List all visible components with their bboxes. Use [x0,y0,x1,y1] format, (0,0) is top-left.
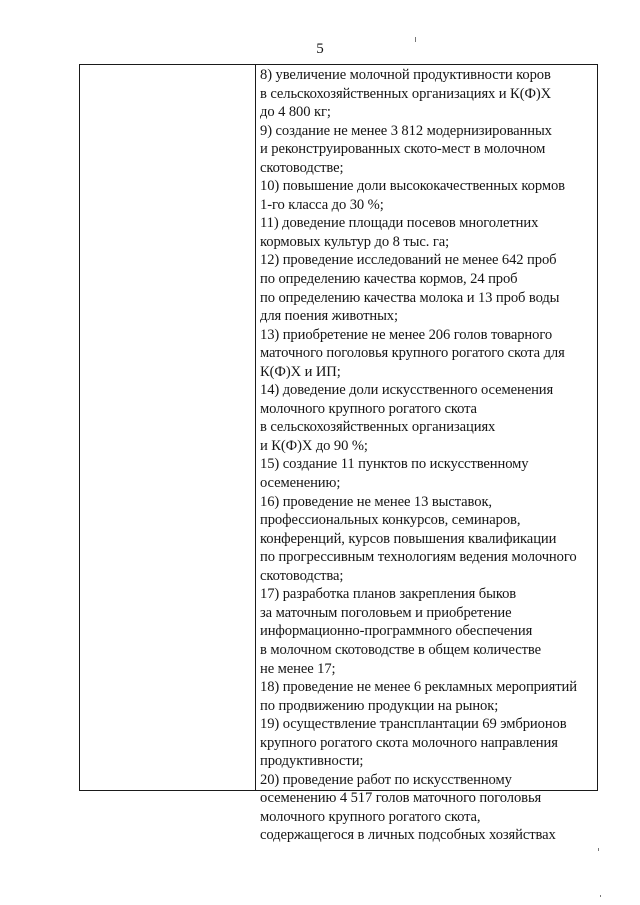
text-line: кормовых культур до 8 тыс. га; [260,233,450,250]
text-line: молочного крупного рогатого скота, [260,808,481,825]
text-line: 11) доведение площади посевов многолетних [260,215,539,232]
text-line: для поения животных; [260,308,398,325]
text-line: 8) увеличение молочной продуктивности коров [260,67,551,83]
table-right-cell [256,65,597,844]
page-number: 5 [316,41,324,57]
document-table [79,64,598,844]
text-line: 13) приобретение не менее 206 голов товарного [260,326,553,343]
text-line: в сельскохозяйственных организациях [260,419,496,436]
text-line: осеменению; [260,475,341,492]
text-line: по прогрессивным технологиям ведения молочного [260,549,577,566]
text-line: в молочном скотоводстве в общем количестве [260,641,541,658]
text-line: 19) осуществление трансплантации 69 эмбрионов [260,716,567,733]
text-line: до 4 800 кг; [260,104,331,121]
text-line: по определению качества кормов, 24 проб [260,271,518,288]
text-line: осеменению 4 517 голов маточного поголовья [260,790,542,807]
text-line: скотоводства; [260,567,344,584]
text-line: не менее 17; [260,660,336,677]
text-line: конференций, курсов повышения квалификации [260,530,557,547]
text-line: и К(Ф)Х до 90 %; [260,437,368,454]
text-line: 16) проведение не менее 13 выставок, [260,493,492,510]
text-line: 10) повышение доли высококачественных кормов [260,178,565,195]
text-line: 18) проведение не менее 6 рекламных мероприятий [260,679,577,696]
text-line: содержащегося в личных подсобных хозяйствах [260,827,556,844]
text-line: 9) создание не менее 3 812 модернизированных [260,122,552,139]
text-line: информационно-программного обеспечения [260,623,533,640]
text-line: за маточным поголовьем и приобретение [260,604,512,621]
text-line: крупного рогатого скота молочного направления [260,734,558,751]
text-line: скотоводстве; [260,159,344,176]
text-line: молочного крупного рогатого скота [260,400,477,417]
text-line: профессиональных конкурсов, семинаров, [260,512,521,529]
text-line: 17) разработка планов закрепления быков [260,586,517,603]
table-left-cell [80,65,256,790]
text-line: продуктивности; [260,753,364,770]
text-line: 15) создание 11 пунктов по искусственному [260,456,529,473]
text-line: по определению качества молока и 13 проб воды [260,289,560,306]
text-line: К(Ф)Х и ИП; [260,363,341,380]
text-line: 20) проведение работ по искусственному [260,771,512,788]
scan-speck [415,37,416,42]
text-line: в сельскохозяйственных организациях и К(Ф)Х [260,85,552,102]
scan-speck [598,848,599,851]
text-line: и реконструированных ското-мест в молочном [260,141,546,158]
text-line: 14) доведение доли искусственного осеменения [260,382,554,399]
text-line: маточного поголовья крупного рогатого скота для [260,345,565,362]
text-line: 12) проведение исследований не менее 642 проб [260,252,557,269]
text-line: 1-го класса до 30 %; [260,196,384,213]
scan-speck [600,895,601,897]
text-line: по продвижению продукции на рынок; [260,697,499,714]
